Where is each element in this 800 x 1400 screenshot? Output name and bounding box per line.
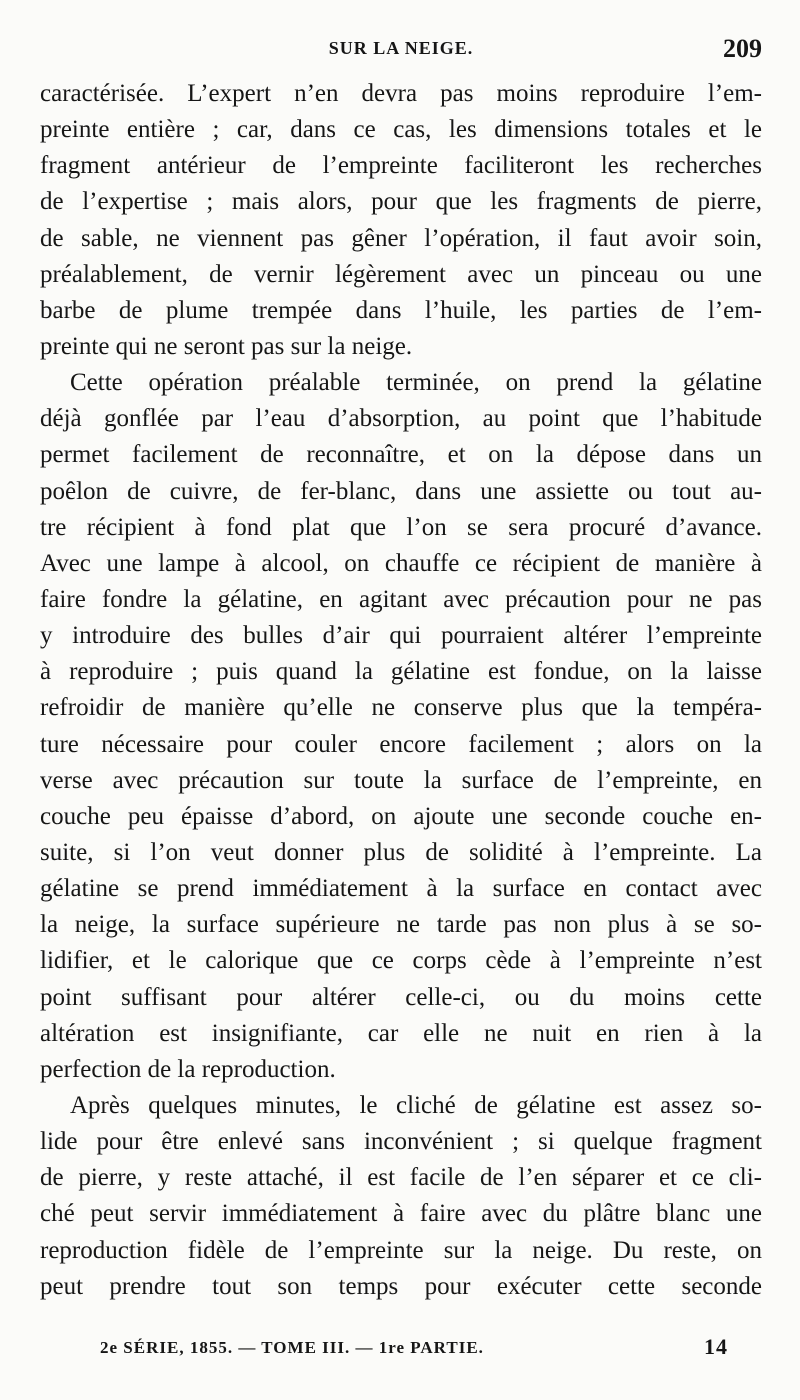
body-text: [40, 76, 762, 1305]
signature-line: 2e SÉRIE, 1855. — TOME III. — 1re PARTIE.: [100, 1338, 484, 1357]
running-title: SUR LA NEIGE.: [328, 38, 474, 58]
text-line: permet facilement de reconnaître, et on la dépose dans un: [40, 441, 762, 469]
text-line: y introduire des bulles d’air qui pourraient altérer l’empreinte: [40, 622, 762, 650]
text-line: fragment antérieur de l’empreinte faciliteront les recherches: [40, 152, 762, 180]
text-line: de sable, ne viennent pas gêner l’opération, il faut avoir soin,: [40, 224, 762, 252]
text-line: peut prendre tout son temps pour exécuter cette seconde: [40, 1272, 762, 1300]
text-line: Cette opération préalable terminée, on prend la gélatine: [70, 369, 762, 397]
text-line: Après quelques minutes, le cliché de gélatine est assez so-: [70, 1091, 762, 1119]
text-line: de l’expertise ; mais alors, pour que les fragments de pierre,: [40, 188, 762, 216]
text-line: refroidir de manière qu’elle ne conserve plus que la tempéra-: [40, 694, 762, 722]
signature-number: 14: [704, 1334, 728, 1359]
text-line: déjà gonflée par l’eau d’absorption, au point que l’habitude: [40, 405, 762, 433]
text-line: ché peut servir immédiatement à faire avec du plâtre blanc une: [40, 1200, 762, 1228]
text-line: verse avec précaution sur toute la surface de l’empreinte, en: [40, 766, 762, 794]
page-footer: [100, 1334, 762, 1364]
text-line: perfection de la reproduction.: [40, 1055, 336, 1083]
text-line: gélatine se prend immédiatement à la surface en contact avec: [40, 875, 762, 903]
text-line: tre récipient à fond plat que l’on se sera procuré d’avance.: [40, 513, 762, 541]
text-line: préalablement, de vernir légèrement avec un pinceau ou une: [40, 260, 762, 288]
text-line: caractérisée. L’expert n’en devra pas moins reproduire l’em-: [40, 80, 762, 107]
text-line: lide pour être enlevé sans inconvénient ; si quelque fragment: [40, 1128, 762, 1156]
text-line: faire fondre la gélatine, en agitant avec précaution pour ne pas: [40, 585, 762, 613]
paragraph: [40, 76, 762, 365]
paragraph: [40, 1088, 762, 1305]
text-line: barbe de plume trempée dans l’huile, les parties de l’em-: [40, 296, 762, 324]
text-line: reproduction fidèle de l’empreinte sur la neige. Du reste, on: [40, 1236, 762, 1264]
text-line: preinte qui ne seront pas sur la neige.: [40, 332, 413, 360]
text-line: suite, si l’on veut donner plus de solidité à l’empreinte. La: [40, 838, 762, 866]
text-line: de pierre, y reste attaché, il est facile de l’en séparer et ce cli-: [40, 1164, 762, 1192]
text-line: Avec une lampe à alcool, on chauffe ce récipient de manière à: [40, 549, 762, 577]
text-line: point suffisant pour altérer celle-ci, ou du moins cette: [40, 983, 762, 1011]
text-line: à reproduire ; puis quand la gélatine est fondue, on la laisse: [40, 658, 762, 686]
page-header: [40, 34, 762, 68]
text-line: ture nécessaire pour couler encore facilement ; alors on la: [40, 730, 762, 758]
paragraph: [40, 365, 762, 1088]
text-line: la neige, la surface supérieure ne tarde pas non plus à se so-: [40, 911, 762, 939]
text-line: poêlon de cuivre, de fer-blanc, dans une assiette ou tout au-: [40, 477, 762, 505]
text-line: altération est insignifiante, car elle ne nuit en rien à la: [40, 1019, 762, 1047]
text-line: preinte entière ; car, dans ce cas, les dimensions totales et le: [40, 116, 762, 144]
text-line: couche peu épaisse d’abord, on ajoute une seconde couche en-: [40, 802, 762, 830]
page-number: 209: [723, 34, 762, 63]
text-line: lidifier, et le calorique que ce corps cède à l’empreinte n’est: [40, 947, 762, 975]
